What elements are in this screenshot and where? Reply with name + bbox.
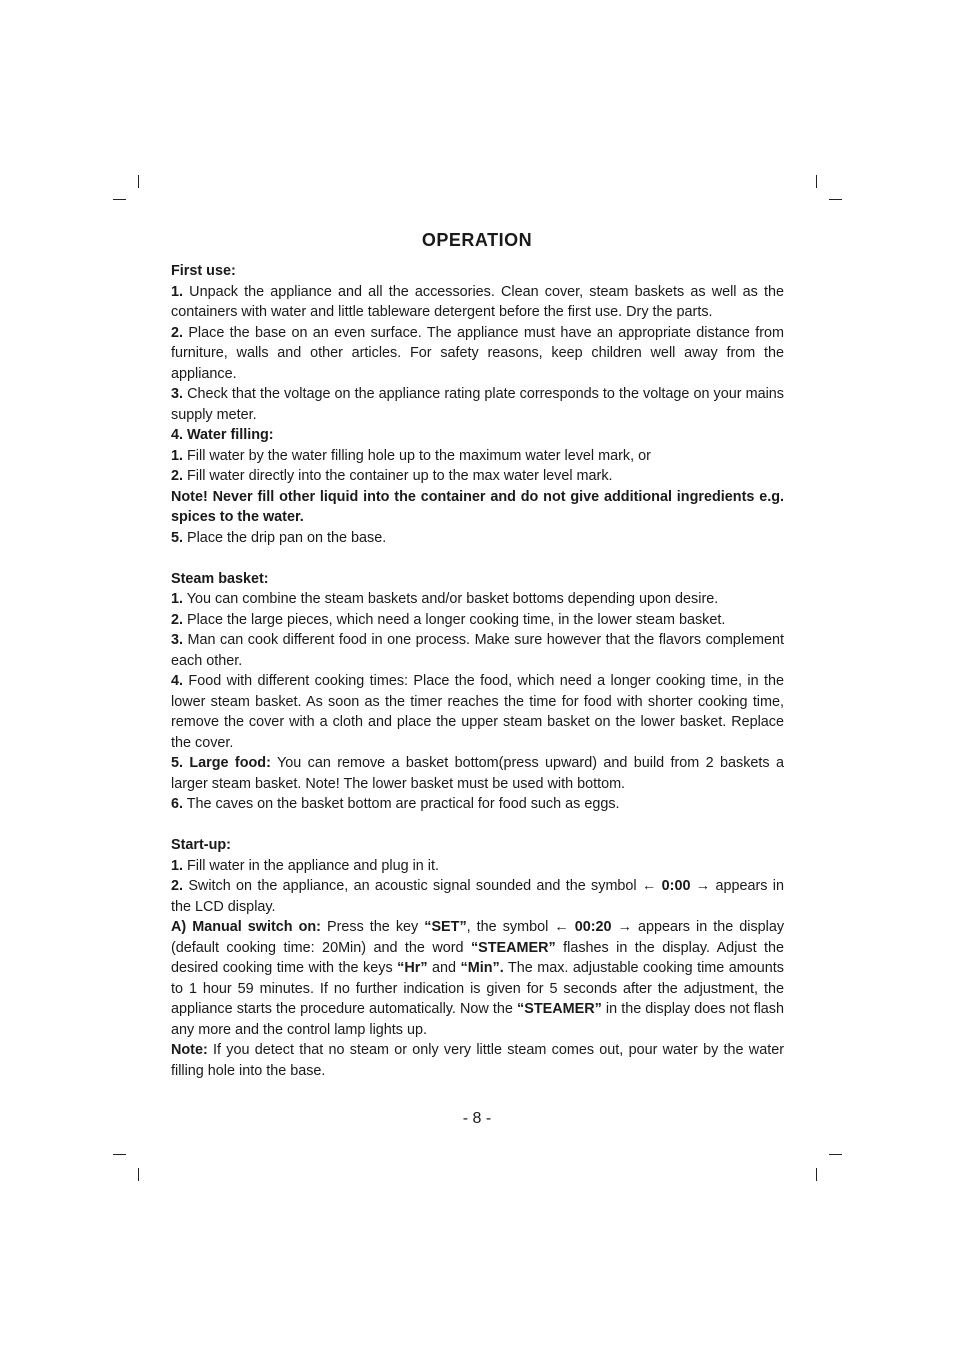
first-use-heading: First use: (171, 263, 236, 279)
startup-item-1: 1. Fill water in the appliance and plug in it. (171, 857, 439, 874)
crop-mark-bottom-left-horizontal (113, 1154, 126, 1155)
water-filling-heading: 4. Water filling: (171, 427, 274, 443)
water-filling-item-2: 2. Fill water directly into the container up to the max water level mark. (171, 468, 613, 484)
startup-item-2: 2. Switch on the appliance, an acoustic signal sounded and the symbol ← 0:00 → appears in the LCD display. (171, 878, 784, 915)
section-gap (171, 815, 784, 836)
display-time: 0:00 (661, 878, 691, 894)
startup-note: Note: If you detect that no steam or only very little steam comes out, pour water by the water filling hole into the base. (171, 1042, 784, 1079)
hr-key: “Hr” (397, 960, 428, 976)
arrow-left-icon: ← (554, 919, 569, 935)
steam-basket-item-5: 5. Large food: You can remove a basket bottom(press upward) and build from 2 baskets a larger steam basket. Note! The lower basket must be used with bottom. (171, 755, 784, 792)
steamer-word: “STEAMER” (470, 939, 556, 956)
steamer-word: “STEAMER” (517, 1001, 602, 1017)
steam-basket-item-2: 2. Place the large pieces, which need a longer cooking time, in the lower steam basket. (171, 611, 726, 628)
first-use-item-3: 3. Check that the voltage on the appliance rating plate corresponds to the voltage on your mains supply meter. (171, 386, 784, 423)
steam-basket-item-6: 6. The caves on the basket bottom are practical for food such as eggs. (171, 796, 620, 812)
crop-mark-bottom-left-vertical (138, 1168, 139, 1181)
water-note: Note! Never fill other liquid into the container and do not give additional ingredients e.g. spices to the water. (171, 488, 784, 525)
page-number: - 8 - (462, 1110, 492, 1127)
crop-mark-bottom-right-horizontal (829, 1154, 842, 1155)
set-key: “SET” (424, 919, 467, 935)
crop-mark-top-left-horizontal (113, 199, 126, 200)
arrow-right-icon: → (695, 878, 711, 894)
water-filling-item-1: 1. Fill water by the water filling hole up to the maximum water level mark, or (171, 447, 651, 464)
first-use-item-5: 5. Place the drip pan on the base. (171, 529, 387, 546)
startup-heading: Start-up: (171, 837, 231, 853)
display-time: 00:20 (574, 919, 612, 935)
steam-basket-heading: Steam basket: (171, 570, 269, 587)
min-key: “Min”. (460, 960, 504, 976)
first-use-item-2: 2. Place the base on an even surface. The appliance must have an appropriate distance from furniture, walls and other articles. For safety reasons, keep children well away from the appliance. (171, 324, 784, 382)
steam-basket-item-4: 4. Food with different cooking times: Place the food, which need a longer cooking time, in the lower steam basket. As soon as the timer reaches the time for food with shorter cooking time, remove the cover with a cloth and place the upper steam basket on the lower basket. Replace the cover. (171, 673, 784, 751)
manual-switch-on: A) Manual switch on: Press the key “SET”, the symbol ← 00:20 → appears in the display (default cooking time: 20Min) and the word “STEAMER” flashes in the display. Adjust the desired cooking time with the keys “Hr” and “Min”. The max. adjustable cooking time amounts to 1 hour 59 minutes. If no further indication is given for 5 seconds after the adjustment, the appliance starts the procedure automatically. Now the “STEAMER” in the display does not flash any more and the control lamp lights up. (171, 919, 785, 1038)
first-use-item-1: 1. Unpack the appliance and all the accessories. Clean cover, steam baskets as well as the containers with water and little tableware detergent before the first use. Dry the parts. (171, 283, 784, 320)
steam-basket-item-1: 1. You can combine the steam baskets and/or basket bottoms depending upon desire. (171, 591, 719, 607)
steam-basket-item-3: 3. Man can cook different food in one process. Make sure however that the flavors complement each other. (171, 632, 784, 669)
crop-mark-bottom-right-vertical (816, 1168, 817, 1181)
document-body (171, 261, 784, 1081)
arrow-right-icon: → (617, 919, 632, 935)
crop-mark-top-left-vertical (138, 175, 139, 188)
section-gap (171, 548, 784, 569)
crop-mark-top-right-horizontal (829, 199, 842, 200)
page-title: OPERATION (421, 230, 533, 250)
arrow-left-icon: ← (641, 878, 657, 894)
crop-mark-top-right-vertical (816, 175, 817, 188)
